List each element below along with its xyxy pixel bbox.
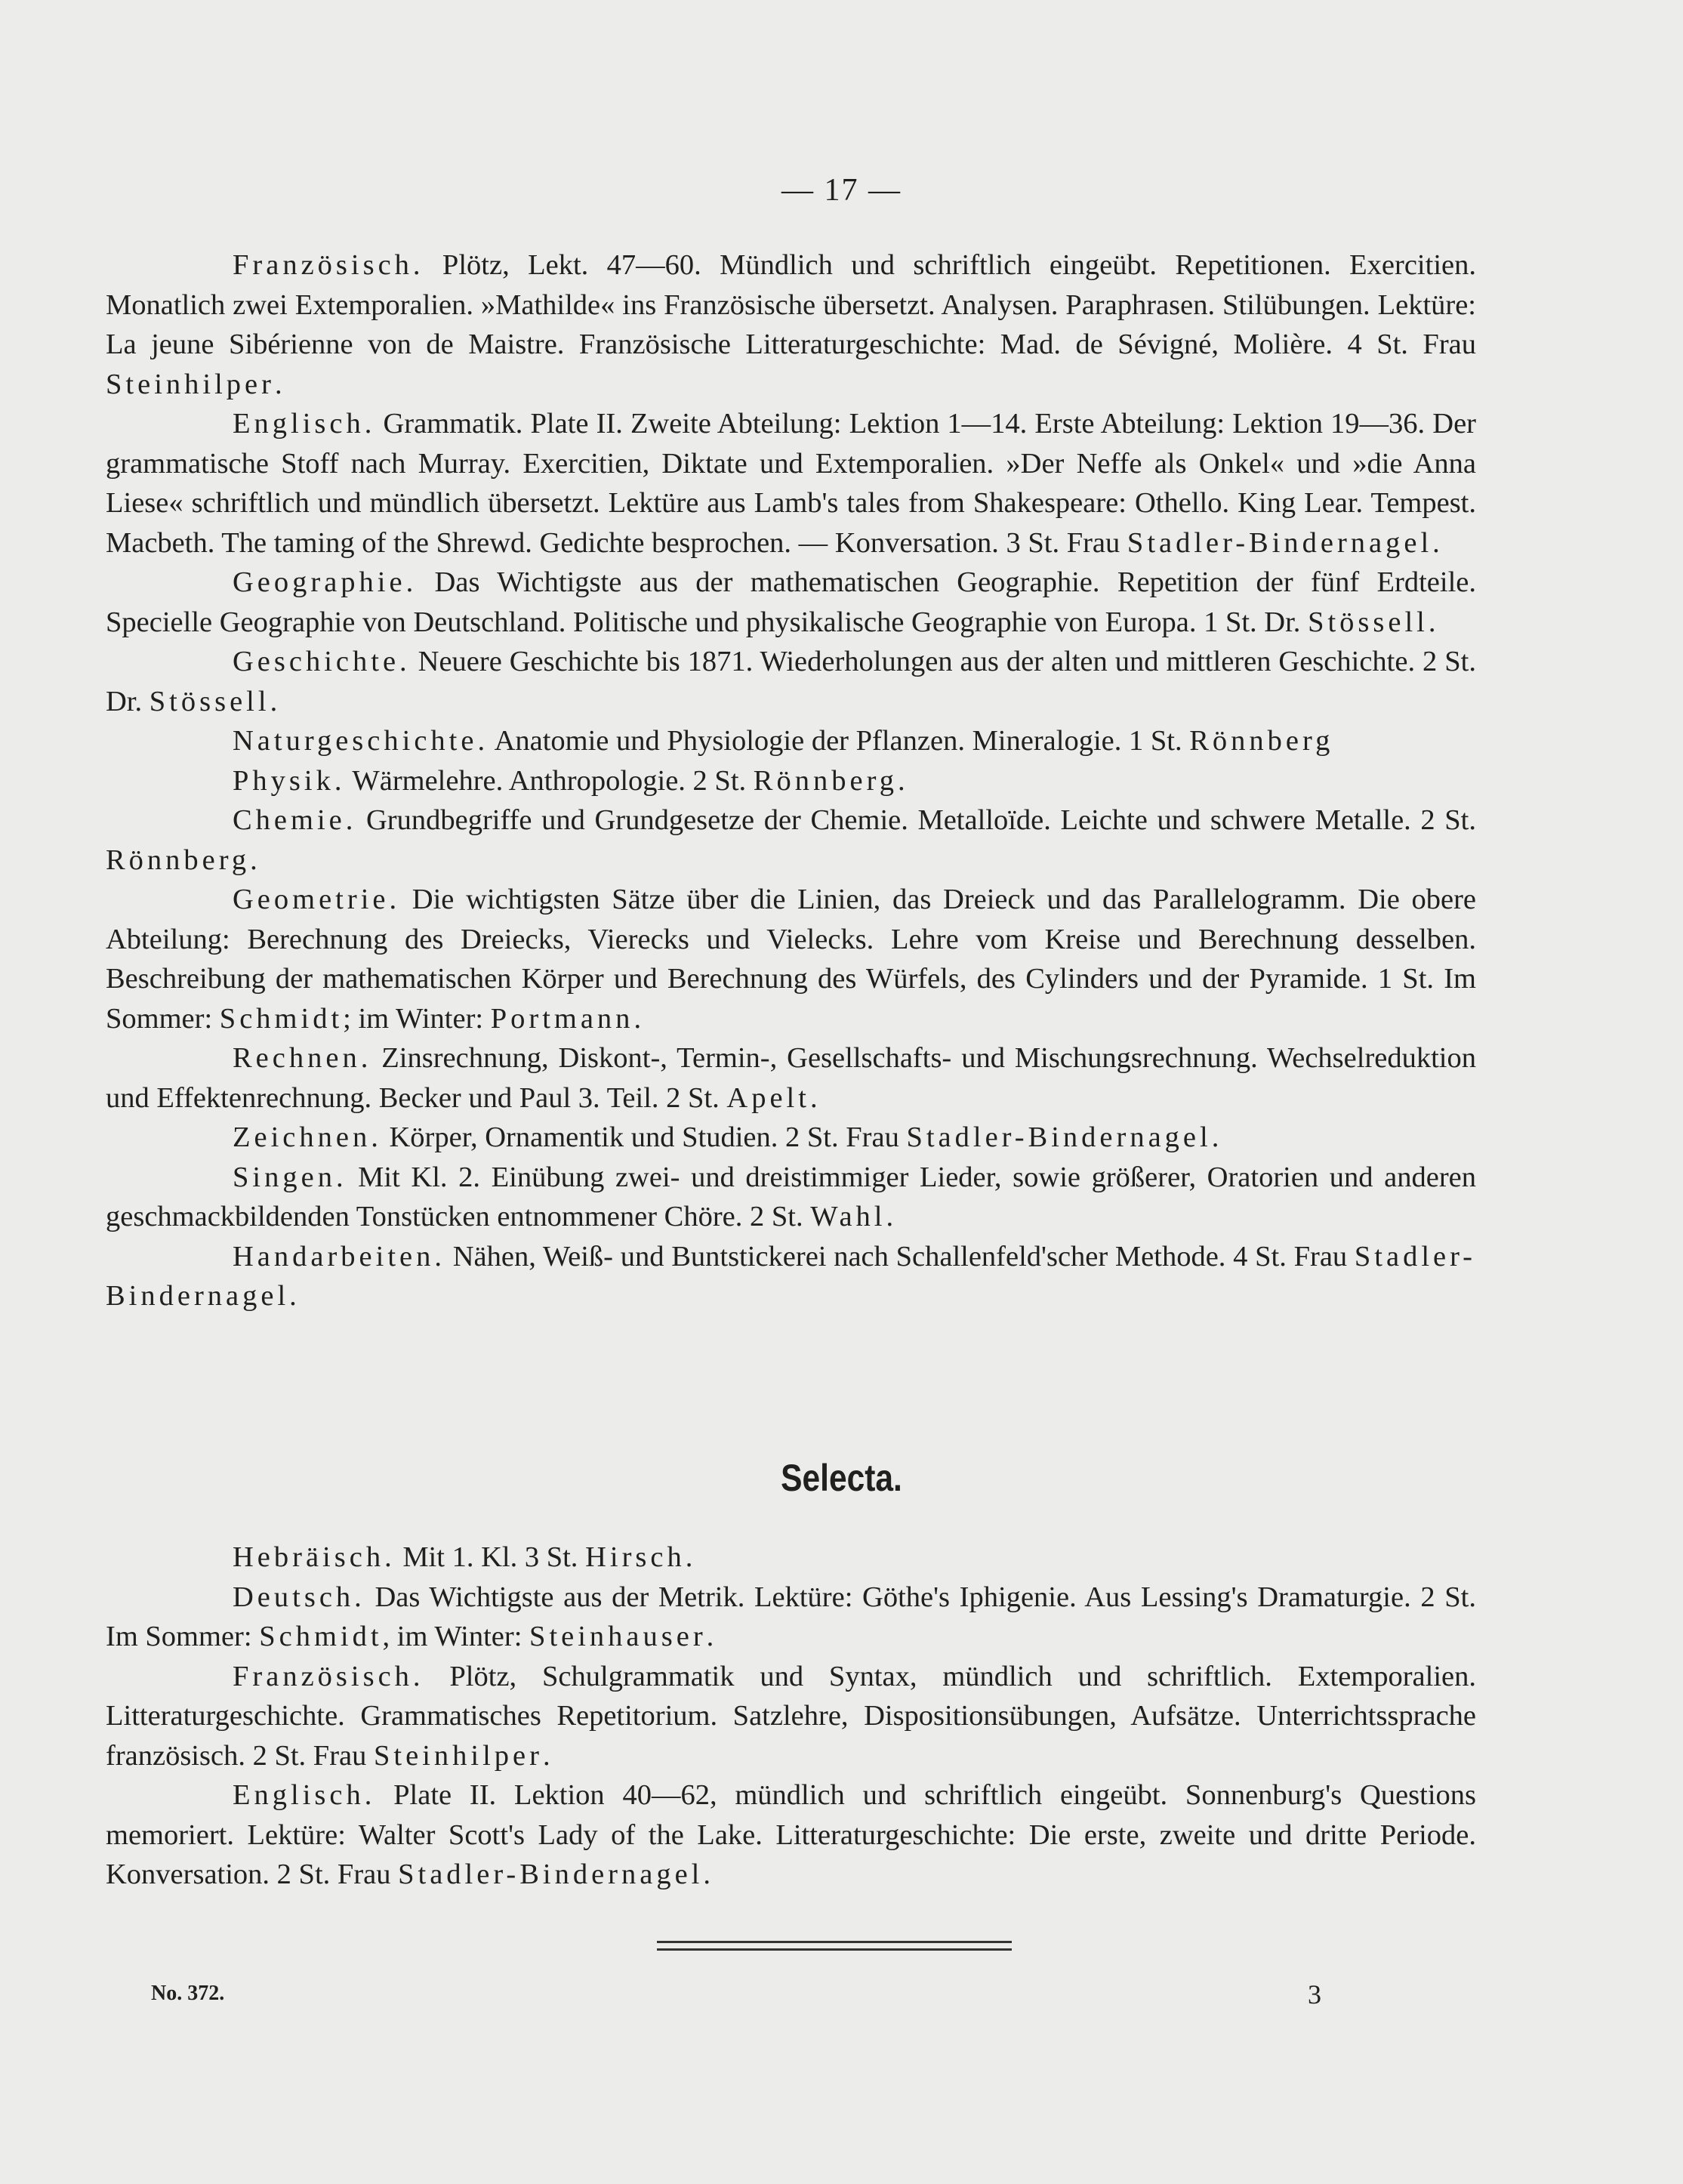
teacher-name: Wahl bbox=[810, 1201, 886, 1232]
subject-name: Geographie. bbox=[233, 566, 418, 598]
course-entry: Zeichnen. Körper, Ornamentik und Studien. 2 St. Frau Stadler-Bindernagel. bbox=[233, 1121, 1219, 1153]
course-description: Plötz, Schulgrammatik und Syntax, mündlich und schriftlich. Extemporalien. Litteraturgeschichte. Grammatisches Repetitorium. Satzlehre, Dispositionsübungen, Aufsätze. Unterrichtssprache französisch. 2 St. Frau bbox=[106, 1660, 1476, 1772]
course-entry: Hebräisch. Mit 1. Kl. 3 St. Hirsch. bbox=[233, 1541, 693, 1573]
teacher-name: Stadler-Bindernagel bbox=[906, 1121, 1212, 1153]
teacher-name: Stadler-Bindernagel bbox=[1127, 526, 1433, 559]
teacher-name: Hirsch bbox=[585, 1541, 686, 1573]
course-description: Zinsrechnung, Diskont-, Termin-, Gesellschafts- und Mischungsrechnung. Wechselreduktion und Effektenrechnung. Becker und Paul 3. Teil. 2 St. bbox=[106, 1042, 1476, 1114]
course-entry: Geographie. Das Wichtigste aus der mathematischen Geographie. Repetition der fünf Erdteile. Specielle Geographie von Deutschland. Politische und physikalische Geographie von Europa. 1 St. Dr. Stössell. bbox=[106, 566, 1476, 638]
subject-name: Rechnen. bbox=[233, 1042, 372, 1074]
subject-name: Hebräisch. bbox=[233, 1541, 396, 1573]
subject-name: Naturgeschichte. bbox=[233, 725, 489, 757]
selecta-course-list bbox=[106, 1538, 1476, 1895]
course-description: Anatomie und Physiologie der Pflanzen. Mineralogie. 1 St. bbox=[489, 725, 1190, 757]
course-entry: Physik. Wärmelehre. Anthropologie. 2 St. Rönnberg. bbox=[233, 764, 905, 797]
teacher-name: Stössell bbox=[1308, 606, 1429, 638]
course-description: Das Wichtigste aus der mathematischen Geographie. Repetition der fünf Erdteile. Specielle Geographie von Deutschland. Politische und physikalische Geographie von Europa. 1 St. Dr. bbox=[106, 566, 1476, 638]
course-description: Plötz, Lekt. 47—60. Mündlich und schriftlich eingeübt. Repetitionen. Exercitien. Monatlich zwei Extemporalien. »Mathilde« ins Französische übersetzt. Analysen. Paraphrasen. Stilübungen. Lektüre: La jeune Sibérienne von de Maistre. Französische Litteraturgeschichte: Mad. de Sévigné, Molière. 4 St. Frau bbox=[106, 249, 1476, 360]
subject-name: Geschichte. bbox=[233, 646, 411, 677]
page-number: — 17 — bbox=[781, 173, 902, 208]
teacher-name: Stössell bbox=[149, 685, 270, 717]
divider-rule bbox=[657, 1948, 1012, 1951]
teacher-name: Steinhilper bbox=[106, 368, 275, 400]
teacher-name: Steinhilper bbox=[374, 1739, 543, 1772]
course-entry bbox=[106, 721, 1476, 761]
course-entry: Französisch. Plötz, Schulgrammatik und Syntax, mündlich und schriftlich. Extemporalien. Litteraturgeschichte. Grammatisches Repetitorium. Satzlehre, Dispositionsübungen, Aufsätze. Unterrichtssprache französisch. 2 St. Frau Steinhilper. bbox=[106, 1660, 1476, 1772]
teacher-name: Rönnberg bbox=[753, 764, 898, 797]
subject-name: Physik. bbox=[233, 764, 346, 797]
course-description: Neuere Geschichte bis 1871. Wiederholungen aus der alten und mittleren Geschichte. 2 St. Dr. bbox=[106, 646, 1476, 717]
course-entry: Englisch. Plate II. Lektion 40—62, mündlich und schriftlich eingeübt. Sonnenburg's Questions memoriert. Lektüre: Walter Scott's Lady of the Lake. Litteraturgeschichte: Die erste, zweite und dritte Periode. Konversation. 2 St. Frau Stadler-Bindernagel. bbox=[106, 1779, 1476, 1890]
course-description: Grundbegriffe und Grundgesetze der Chemie. Metalloïde. Leichte und schwere Metalle. 2 St. bbox=[356, 804, 1476, 836]
upper-course-list bbox=[106, 245, 1476, 1316]
teacher-name: Apelt bbox=[726, 1081, 810, 1114]
divider-rule bbox=[657, 1941, 1012, 1943]
course-entry: Handarbeiten. Nähen, Weiß- und Buntstickerei nach Schallenfeld'scher Methode. 4 St. Frau Stadler-Bindernagel. bbox=[106, 1240, 1476, 1312]
course-entry: Geschichte. Neuere Geschichte bis 1871. Wiederholungen aus der alten und mittleren Geschichte. 2 St. Dr. Stössell. bbox=[106, 646, 1476, 717]
teacher-name: Schmidt bbox=[259, 1621, 383, 1652]
subject-name: Chemie. bbox=[233, 804, 357, 836]
course-description: Nähen, Weiß- und Buntstickerei nach Schallenfeld'scher Methode. 4 St. Frau bbox=[445, 1240, 1355, 1272]
subject-name: Französisch. bbox=[233, 1660, 424, 1692]
teacher-name: Steinhauser bbox=[529, 1621, 707, 1652]
subject-name: Geometrie. bbox=[233, 884, 401, 915]
teacher-name: Stadler-Bindernagel bbox=[106, 1240, 1476, 1312]
print-number: No. 372. bbox=[151, 1982, 225, 2005]
course-entry: Rechnen. Zinsrechnung, Diskont-, Termin-, Gesellschafts- und Mischungsrechnung. Wechselreduktion und Effektenrechnung. Becker und Paul 3. Teil. 2 St. Apelt. bbox=[106, 1042, 1476, 1114]
subject-name: Englisch. bbox=[233, 1779, 376, 1811]
course-entry: Französisch. Plötz, Lekt. 47—60. Mündlich und schriftlich eingeübt. Repetitionen. Exercitien. Monatlich zwei Extemporalien. »Mathilde« ins Französische übersetzt. Analysen. Paraphrasen. Stilübungen. Lektüre: La jeune Sibérienne von de Maistre. Französische Litteraturgeschichte: Mad. de Sévigné, Molière. 4 St. Frau Steinhilper. bbox=[106, 249, 1476, 400]
course-entry: Chemie. Grundbegriffe und Grundgesetze der Chemie. Metalloïde. Leichte und schwere Metalle. 2 St. Rönnberg. bbox=[106, 804, 1476, 876]
section-heading: Selecta. bbox=[781, 1457, 902, 1499]
course-description: Plate II. Lektion 40—62, mündlich und schriftlich eingeübt. Sonnenburg's Questions memoriert. Lektüre: Walter Scott's Lady of the Lake. Litteraturgeschichte: Die erste, zweite und dritte Periode. Konversation. 2 St. Frau bbox=[106, 1779, 1476, 1890]
subject-name: Deutsch. bbox=[233, 1581, 365, 1613]
course-entry: Deutsch. Das Wichtigste aus der Metrik. Lektüre: Göthe's Iphigenie. Aus Lessing's Dramaturgie. 2 St. Im Sommer: Schmidt, im Winter: Steinhauser. bbox=[106, 1581, 1476, 1652]
subject-name: Handarbeiten. bbox=[233, 1240, 445, 1272]
course-description: Körper, Ornamentik und Studien. 2 St. Frau bbox=[381, 1121, 907, 1153]
course-description: Wärmelehre. Anthropologie. 2 St. bbox=[345, 764, 754, 797]
course-entry: Geometrie. Die wichtigsten Sätze über die Linien, das Dreieck und das Parallelogramm. Die obere Abteilung: Berechnung des Dreiecks, Vierecks und Vielecks. Lehre vom Kreise und Berechnung desselben. Beschreibung der mathematischen Körper und Berechnung des Würfels, des Cylinders und der Pyramide. 1 St. Im Sommer: Schmidt; im Winter: Portmann. bbox=[106, 884, 1476, 1035]
teacher-name: Rönnberg bbox=[106, 844, 251, 876]
teacher-name: Stadler-Bindernagel bbox=[398, 1859, 704, 1890]
subject-name: Englisch. bbox=[233, 408, 376, 440]
course-entry: Singen. Mit Kl. 2. Einübung zwei- und dreistimmiger Lieder, sowie größerer, Oratorien und anderen geschmackbildenden Tonstücken entnommener Chöre. 2 St. Wahl. bbox=[106, 1161, 1476, 1232]
teacher-name: Rönnberg bbox=[1189, 725, 1334, 757]
subject-name: Singen. bbox=[233, 1161, 347, 1193]
course-description: Das Wichtigste aus der Metrik. Lektüre: Göthe's Iphigenie. Aus Lessing's Dramaturgie. 2 St. Im Sommer: bbox=[106, 1581, 1476, 1652]
course-description: Grammatik. Plate II. Zweite Abteilung: Lektion 1—14. Erste Abteilung: Lektion 19—36. Der grammatische Stoff nach Murray. Exercitien, Diktate und Extemporalien. »Der Neffe als Onkel« und »die Anna Liese« schriftlich und mündlich übersetzt. Lektüre aus Lamb's tales from Shakespeare: Othello. King Lear. Tempest. Macbeth. The taming of the Shrewd. Gedichte besprochen. — Konversation. 3 St. Frau bbox=[106, 408, 1476, 559]
teacher-name: Portmann bbox=[490, 1002, 634, 1035]
course-description: Mit 1. Kl. 3 St. bbox=[395, 1541, 586, 1573]
subject-name: Zeichnen. bbox=[233, 1121, 382, 1153]
course-description: Die wichtigsten Sätze über die Linien, das Dreieck und das Parallelogramm. Die obere Abteilung: Berechnung des Dreiecks, Vierecks und Vielecks. Lehre vom Kreise und Berechnung desselben. Beschreibung der mathematischen Körper und Berechnung des Würfels, des Cylinders und der Pyramide. 1 St. Im Sommer: bbox=[106, 884, 1476, 1035]
sheet-signature: 3 bbox=[1308, 1979, 1321, 2010]
course-description: Mit Kl. 2. Einübung zwei- und dreistimmiger Lieder, sowie größerer, Oratorien und anderen geschmackbildenden Tonstücken entnommener Chöre. 2 St. bbox=[106, 1161, 1476, 1232]
teacher-name: Schmidt bbox=[219, 1002, 344, 1035]
subject-name: Französisch. bbox=[233, 249, 424, 281]
course-entry: Englisch. Grammatik. Plate II. Zweite Abteilung: Lektion 1—14. Erste Abteilung: Lektion 19—36. Der grammatische Stoff nach Murray. Exercitien, Diktate und Extemporalien. »Der Neffe als Onkel« und »die Anna Liese« schriftlich und mündlich übersetzt. Lektüre aus Lamb's tales from Shakespeare: Othello. King Lear. Tempest. Macbeth. The taming of the Shrewd. Gedichte besprochen. — Konversation. 3 St. Frau Stadler-Bindernagel. bbox=[106, 408, 1476, 559]
